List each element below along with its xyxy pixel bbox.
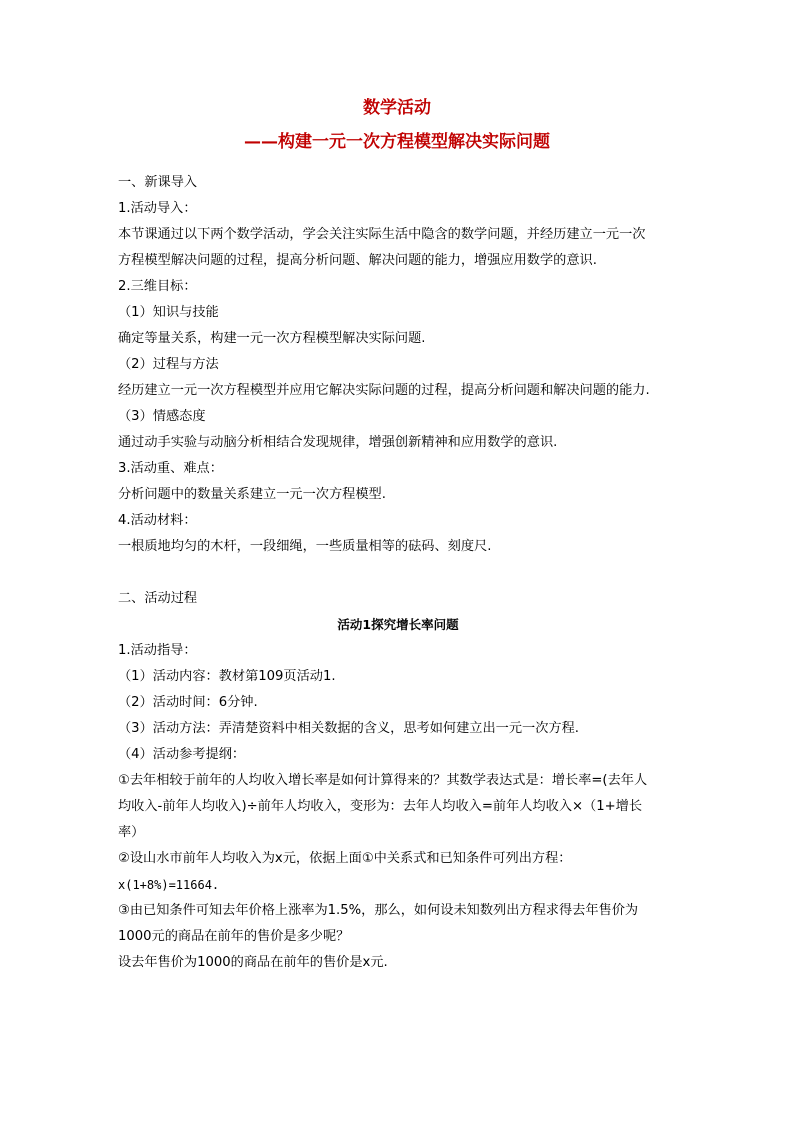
subsection-heading: 3.活动重、难点： xyxy=(118,461,223,476)
goal-heading: （3）情感态度 xyxy=(118,409,206,424)
list-item: （3）活动方法：弄清楚资料中相关数据的含义，思考如何建立出一元一次方程. xyxy=(118,721,579,736)
section-heading: 二、活动过程 xyxy=(118,591,198,606)
equation: x(1+8%)=11664. xyxy=(118,878,220,892)
spacer xyxy=(118,560,678,586)
goal-text: 通过动手实验与动脑分析相结合发现规律，增强创新精神和应用数学的意识. xyxy=(118,435,558,450)
question-line: ①去年相较于前年的人均收入增长率是如何计算得来的？其数学表达式是：增长率=(去年人 xyxy=(118,773,648,788)
activity-title: 活动1探究增长率问题 xyxy=(337,617,459,632)
question-line: 率） xyxy=(118,825,145,840)
question-line: 设去年售价为1000的商品在前年的售价是x元. xyxy=(118,955,388,970)
list-item: （1）活动内容：教材第109页活动1. xyxy=(118,669,336,684)
subsection-heading: 2.三维目标： xyxy=(118,279,197,294)
paragraph-line: 方程模型解决问题的过程，提高分析问题、解决问题的能力，增强应用数学的意识. xyxy=(118,253,597,268)
question-line: ③由已知条件可知去年价格上涨率为1.5%，那么，如何设未知数列出方程求得去年售价为 xyxy=(118,903,639,918)
list-item: （4）活动参考提纲： xyxy=(118,747,246,762)
question-line: 1000元的商品在前年的售价是多少呢？ xyxy=(118,929,350,944)
goal-text: 经历建立一元一次方程模型并应用它解决实际问题的过程，提高分析问题和解决问题的能力. xyxy=(118,383,650,398)
document-subtitle: ——构建一元一次方程模型解决实际问题 xyxy=(244,132,550,152)
list-item: （2）活动时间：6分钟. xyxy=(118,695,258,710)
document-body xyxy=(118,170,678,976)
question-line: ②设山水市前年人均收入为x元，依据上面①中关系式和已知条件可列出方程： xyxy=(118,851,572,866)
goal-text: 确定等量关系，构建一元一次方程模型解决实际问题. xyxy=(118,331,426,346)
document-title: 数学活动 xyxy=(363,98,431,118)
paragraph-line: 本节课通过以下两个数学活动，学会关注实际生活中隐含的数学问题，并经历建立一元一次 xyxy=(118,227,646,242)
paragraph-line: 分析问题中的数量关系建立一元一次方程模型. xyxy=(118,487,386,502)
subsection-heading: 1.活动导入： xyxy=(118,201,197,216)
question-line: 均收入-前年人均收入)÷前年人均收入，变形为：去年人均收入=前年人均收入×（1+增长 xyxy=(118,799,643,814)
section-heading: 一、新课导入 xyxy=(118,175,198,190)
title-block xyxy=(0,98,794,152)
goal-heading: （2）过程与方法 xyxy=(118,357,219,372)
goal-heading: （1）知识与技能 xyxy=(118,305,219,320)
subsection-heading: 1.活动指导： xyxy=(118,643,197,658)
paragraph-line: 一根质地均匀的木杆，一段细绳，一些质量相等的砝码、刻度尺. xyxy=(118,539,492,554)
subsection-heading: 4.活动材料： xyxy=(118,513,197,528)
